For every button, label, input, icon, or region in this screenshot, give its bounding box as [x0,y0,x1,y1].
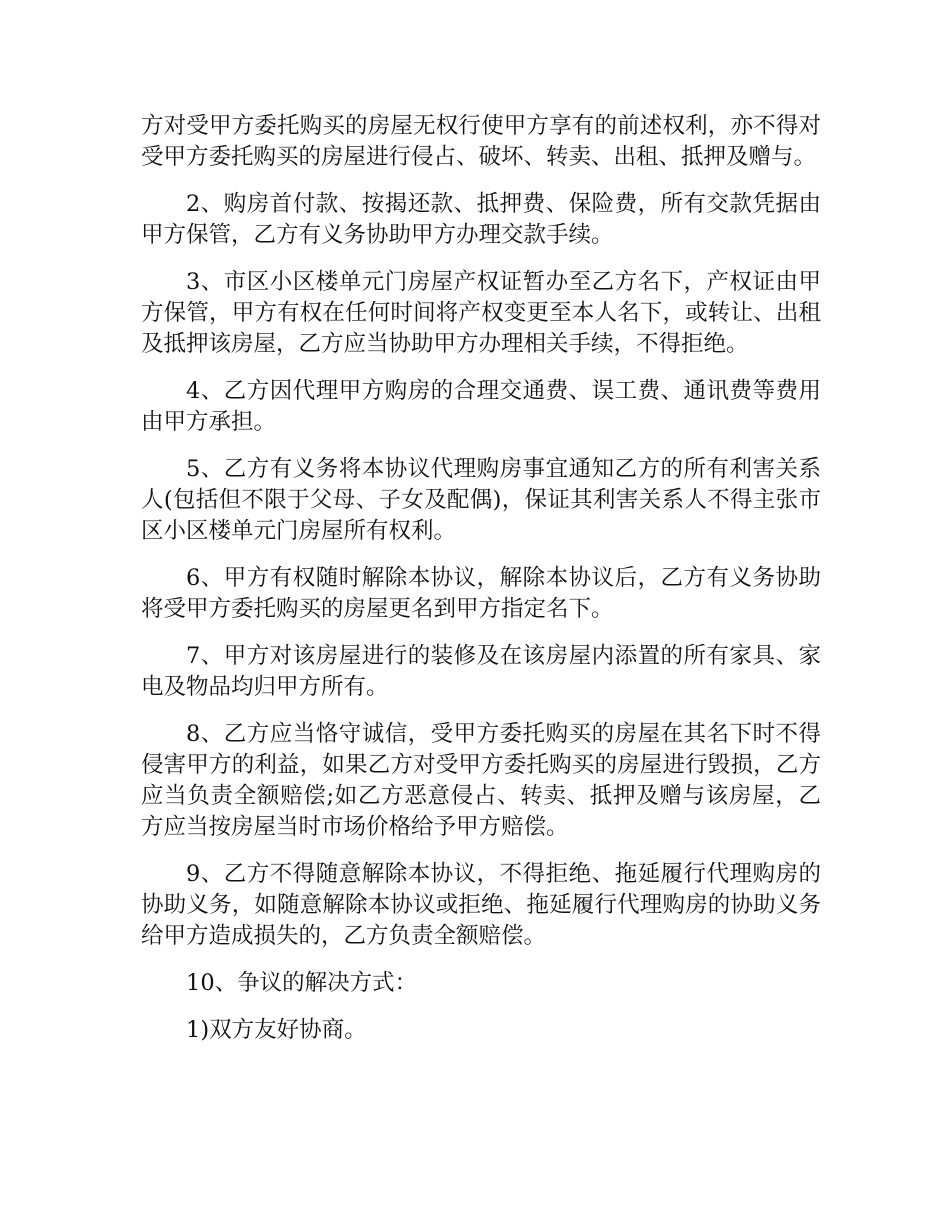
paragraph-clause-3: 3、市区小区楼单元门房屋产权证暂办至乙方名下，产权证由甲方保管，甲方有权在任何时间将产权变更至本人名下，或转让、出租及抵押该房屋，乙方应当协助甲方办理相关手续，不得拒绝。 [141,269,821,357]
paragraph-clause-2: 2、购房首付款、按揭还款、抵押费、保险费，所有交款凭据由甲方保管，乙方有义务协助甲方办理交款手续。 [141,191,821,248]
paragraph-clause-10-1: 1)双方友好协商。 [186,1017,367,1043]
paragraph-clause-4: 4、乙方因代理甲方购房的合理交通费、误工费、通讯费等费用由甲方承担。 [141,378,821,435]
paragraph-clause-10: 10、争议的解决方式： [186,970,418,996]
paragraph-clause-7: 7、甲方对该房屋进行的装修及在该房屋内添置的所有家具、家电及物品均归甲方所有。 [141,643,821,700]
paragraph-continuation: 方对受甲方委托购买的房屋无权行使甲方享有的前述权利，亦不得对受甲方委托购买的房屋进行侵占、破坏、转卖、出租、抵押及赠与。 [141,113,821,170]
paragraph-clause-6: 6、甲方有权随时解除本协议，解除本协议后，乙方有义务协助将受甲方委托购买的房屋更名到甲方指定名下。 [141,565,821,622]
document-body [141,111,821,1062]
paragraph-clause-8: 8、乙方应当恪守诚信，受甲方委托购买的房屋在其名下时不得侵害甲方的利益，如果乙方对受甲方委托购买的房屋进行毁损，乙方应当负责全额赔偿;如乙方恶意侵占、转卖、抵押及赠与该房屋，乙方应当按房屋当时市场价格给予甲方赔偿。 [141,721,821,840]
paragraph-clause-5: 5、乙方有义务将本协议代理购房事宜通知乙方的所有利害关系人(包括但不限于父母、子女及配偶)，保证其利害关系人不得主张市区小区楼单元门房屋所有权利。 [141,456,821,544]
paragraph-clause-9: 9、乙方不得随意解除本协议，不得拒绝、拖延履行代理购房的协助义务，如随意解除本协议或拒绝、拖延履行代理购房的协助义务给甲方造成损失的，乙方负责全额赔偿。 [141,861,821,949]
